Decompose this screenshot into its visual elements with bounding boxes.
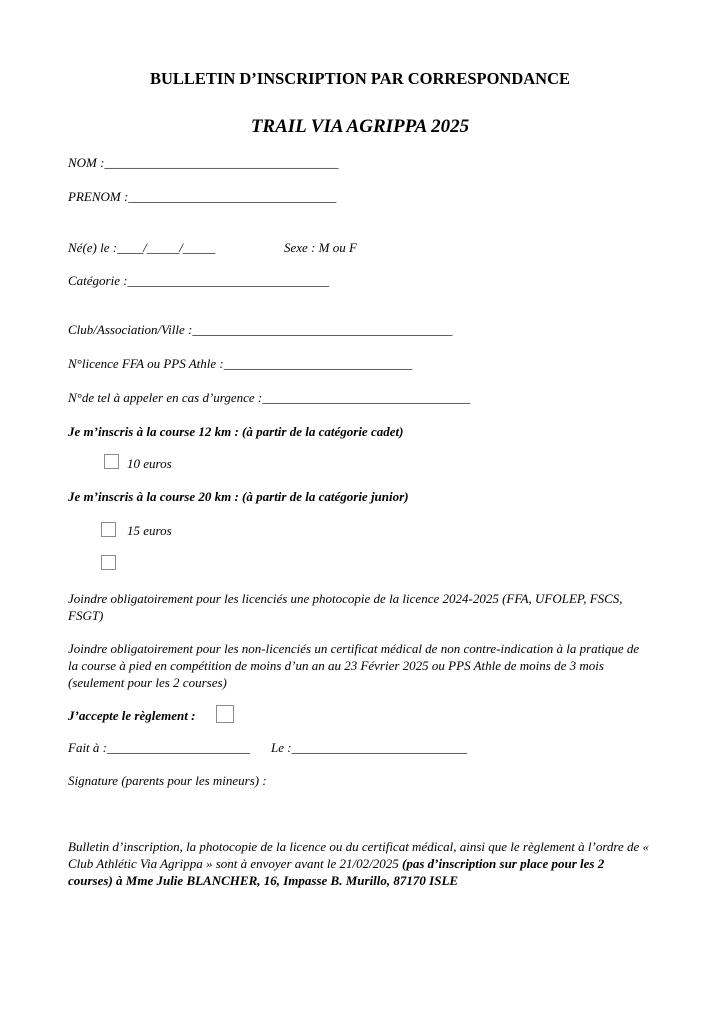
non-licencies-note: Joindre obligatoirement pour les non-licenciés un certificat médical de non contre-indication à la pratique de la course à pied en compétition de moins d’un an au 23 Février 2025 ou PPS Athle de moins de 3 mois (seulement pour les 2 courses) bbox=[68, 641, 640, 690]
footer-bold-text: (pas d’inscription sur place pour les 2 courses) à Mme Julie BLANCHER, 16, Impasse B. Murillo, 87170 ISLE bbox=[68, 856, 605, 888]
licencies-note: Joindre obligatoirement pour les licenciés une photocopie de la licence 2024-2025 (FFA, UFOLEP, FSCS, FSGT) bbox=[68, 591, 623, 623]
footer-instructions bbox=[68, 838, 652, 889]
licence-field[interactable]: N°licence FFA ou PPS Athle :_____________________________ bbox=[68, 356, 413, 371]
event-title: TRAIL VIA AGRIPPA 2025 bbox=[250, 116, 470, 137]
sexe-field: Sexe : M ou F bbox=[284, 240, 357, 255]
signature-label: Signature (parents pour les mineurs) : bbox=[68, 773, 267, 788]
course-20km-price: 15 euros bbox=[127, 523, 172, 538]
course-20km-checkbox[interactable] bbox=[101, 522, 116, 537]
form-title: BULLETIN D’INSCRIPTION PAR CORRESPONDANCE bbox=[149, 69, 571, 88]
categorie-field[interactable]: Catégorie :_______________________________ bbox=[68, 273, 330, 288]
emergency-phone-field[interactable]: N°de tel à appeler en cas d’urgence :________________________________ bbox=[68, 390, 471, 405]
course-12km-price: 10 euros bbox=[127, 456, 172, 471]
prenom-field[interactable]: PRENOM :________________________________ bbox=[68, 189, 337, 204]
reglement-checkbox[interactable] bbox=[216, 705, 234, 723]
course-12km-heading: Je m’inscris à la course 12 km : (à partir de la catégorie cadet) bbox=[68, 424, 404, 439]
birthdate-field[interactable]: Né(e) le :____/_____/_____ bbox=[68, 240, 216, 255]
reglement-label: J’accepte le règlement : bbox=[68, 708, 196, 723]
nom-field[interactable]: NOM :____________________________________ bbox=[68, 155, 339, 170]
course-12km-checkbox[interactable] bbox=[104, 454, 119, 469]
extra-checkbox[interactable] bbox=[101, 555, 116, 570]
date-field[interactable]: Le :___________________________ bbox=[271, 740, 468, 755]
course-20km-heading: Je m’inscris à la course 20 km : (à partir de la catégorie junior) bbox=[68, 489, 409, 504]
footer-regular-text: Bulletin d’inscription, la photocopie de la licence ou du certificat médical, ainsi que le règlement à l’ordre de « Club Athlétic Via Agrippa » sont à envoyer avant le 21/02/2025 bbox=[68, 839, 650, 871]
club-field[interactable]: Club/Association/Ville :________________________________________ bbox=[68, 322, 453, 337]
fait-a-field[interactable]: Fait à :______________________ bbox=[68, 740, 250, 755]
